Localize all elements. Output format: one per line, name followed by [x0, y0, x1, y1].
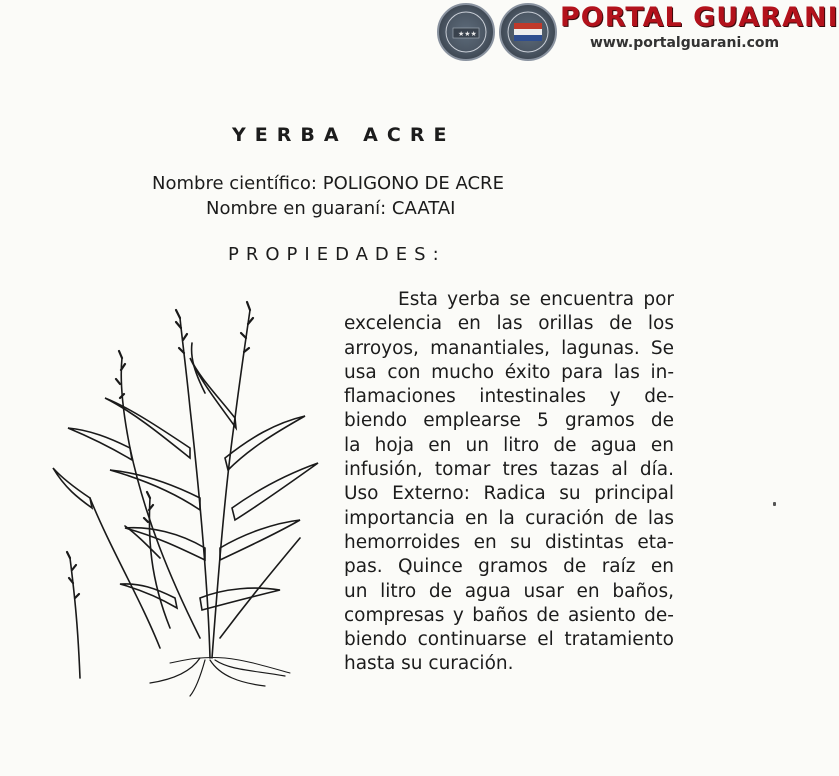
body-line: compresas y baños de asiento de- [344, 604, 674, 626]
body-line: excelencia en las orillas de los [344, 313, 674, 335]
body-line: hemorroides en su distintas eta- [344, 531, 674, 553]
svg-text:★★★: ★★★ [458, 30, 477, 38]
body-line: hasta su curación. [344, 653, 514, 675]
body-line: importancia en la curación de las [344, 507, 674, 529]
site-brand[interactable]: PORTAL GUARANI [560, 2, 839, 33]
body-line: biendo emplearse 5 gramos de [344, 410, 674, 432]
body-line: la hoja en un litro de agua en [344, 434, 674, 456]
body-line: infusión, tomar tres tazas al día. [344, 459, 674, 481]
flag-seal-icon [499, 3, 557, 61]
section-heading: PROPIEDADES: [228, 244, 446, 265]
scan-speck [773, 502, 776, 506]
body-line: un litro de agua usar en baños, [344, 580, 674, 602]
body-line: usa con mucho éxito para las in- [344, 361, 674, 383]
body-line: biendo continuarse el tratamiento [344, 629, 674, 651]
body-line: Uso Externo: Radica su principal [344, 483, 674, 505]
site-header [410, 0, 839, 62]
body-line: flamaciones intestinales y de- [344, 386, 674, 408]
site-url[interactable]: www.portalguarani.com [590, 35, 780, 51]
emblem-seal-icon [437, 3, 495, 61]
plant-illustration-icon [50, 298, 325, 698]
body-line: pas. Quince gramos de raíz en [344, 556, 674, 578]
scientific-name: Nombre científico: POLIGONO DE ACRE [152, 173, 504, 194]
guarani-name: Nombre en guaraní: CAATAI [206, 198, 456, 219]
document-title: YERBA ACRE [232, 124, 456, 146]
body-line: Esta yerba se encuentra por [398, 289, 674, 310]
body-line: arroyos, manantiales, lagunas. Se [344, 337, 674, 359]
body-text [344, 288, 674, 677]
